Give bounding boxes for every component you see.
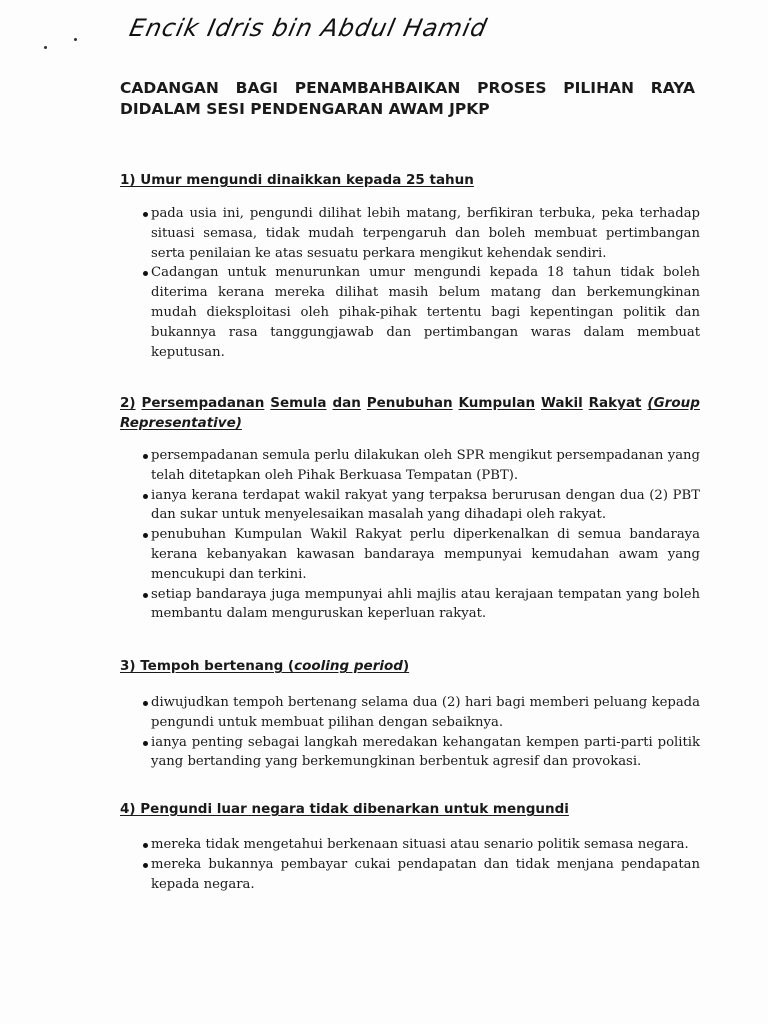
title-word: PENAMBAHBAIKAN xyxy=(294,79,461,97)
heading-word: dan xyxy=(332,395,361,411)
bullet-item: ianya penting sebagai langkah meredakan kehangatan kempen parti-parti politik yang bertanding yang berkemungkinan berbentuk agresif dan provokasi. xyxy=(120,733,700,773)
bullet-item: mereka tidak mengetahui berkenaan situasi atau senario politik semasa negara. xyxy=(120,835,700,855)
bullet-list xyxy=(120,204,700,362)
heading-word: Wakil xyxy=(540,395,583,411)
title-word: BAGI xyxy=(235,79,278,97)
bullet-item: Cadangan untuk menurunkan umur mengundi kepada 18 tahun tidak boleh diterima kerana mereka dilihat masih belum matang dan berkemungkinan mudah dieksploitasi oleh pihak-pihak tertentu bagi kepentingan politik dan bukannya rasa tanggungjawab dan pertimbangan waras dalam membuat keputusan. xyxy=(120,263,700,362)
heading-word: Kumpulan xyxy=(458,395,536,411)
bullet-item: pada usia ini, pengundi dilihat lebih matang, berfikiran terbuka, peka terhadap situasi semasa, tidak mudah terpengaruh dan boleh membuat pertimbangan serta penilaian ke atas sesuatu perkara mengikut kehendak sendiri. xyxy=(120,204,700,263)
section-heading-line-2 xyxy=(120,413,700,433)
heading-word: Rakyat xyxy=(588,395,642,411)
heading-text: ) xyxy=(402,658,410,674)
stray-mark xyxy=(74,38,77,41)
heading-italic-text: Representative) xyxy=(120,415,242,431)
title-word: CADANGAN xyxy=(120,79,219,97)
bullet-list xyxy=(120,835,700,894)
bullet-list xyxy=(120,693,700,772)
heading-word: Penubuhan xyxy=(366,395,453,411)
document-title xyxy=(120,78,695,120)
section-tempoh-bertenang xyxy=(120,656,700,772)
bullet-list xyxy=(120,446,700,624)
title-word: RAYA xyxy=(650,79,695,97)
heading-word: (Group xyxy=(647,395,700,411)
heading-word: 2) xyxy=(120,395,136,411)
section-heading: 4) Pengundi luar negara tidak dibenarkan untuk mengundi xyxy=(120,801,569,817)
bullet-item: setiap bandaraya juga mempunyai ahli majlis atau kerajaan tempatan yang boleh membantu dalam menguruskan keperluan rakyat. xyxy=(120,585,700,625)
bullet-item: ianya kerana terdapat wakil rakyat yang terpaksa berurusan dengan dua (2) PBT dan sukar untuk menyelesaikan masalah yang dihadapi oleh rakyat. xyxy=(120,486,700,526)
section-heading xyxy=(120,656,700,676)
bullet-item: persempadanan semula perlu dilakukan oleh SPR mengikut persempadanan yang telah ditetapkan oleh Pihak Berkuasa Tempatan (PBT). xyxy=(120,446,700,486)
bullet-item: mereka bukannya pembayar cukai pendapatan dan tidak menjana pendapatan kepada negara. xyxy=(120,855,700,895)
section-heading-line-1 xyxy=(120,393,700,413)
section-heading: 1) Umur mengundi dinaikkan kepada 25 tahun xyxy=(120,172,474,188)
handwritten-signature-name: Encik Idris bin Abdul Hamid xyxy=(127,14,490,42)
heading-italic-text: cooling period xyxy=(294,658,403,674)
title-word: PROSES xyxy=(477,79,547,97)
section-umur-mengundi xyxy=(120,170,700,362)
stray-mark xyxy=(44,46,47,49)
heading-word: Semula xyxy=(270,395,327,411)
title-line-2: DIDALAM SESI PENDENGARAN AWAM JPKP xyxy=(120,100,490,118)
bullet-item: penubuhan Kumpulan Wakil Rakyat perlu diperkenalkan di semua bandaraya kerana kebanyakan kawasan bandaraya mempunyai kemudahan awam yang mencukupi dan terkini. xyxy=(120,525,700,584)
section-persempadanan xyxy=(120,393,700,624)
title-line-1 xyxy=(120,78,695,99)
heading-word: Persempadanan xyxy=(141,395,265,411)
bullet-item: diwujudkan tempoh bertenang selama dua (2) hari bagi memberi peluang kepada pengundi untuk membuat pilihan dengan sebaiknya. xyxy=(120,693,700,733)
title-word: PILIHAN xyxy=(563,79,635,97)
section-pengundi-luar-negara xyxy=(120,799,700,894)
heading-text: 3) Tempoh bertenang ( xyxy=(120,658,295,674)
